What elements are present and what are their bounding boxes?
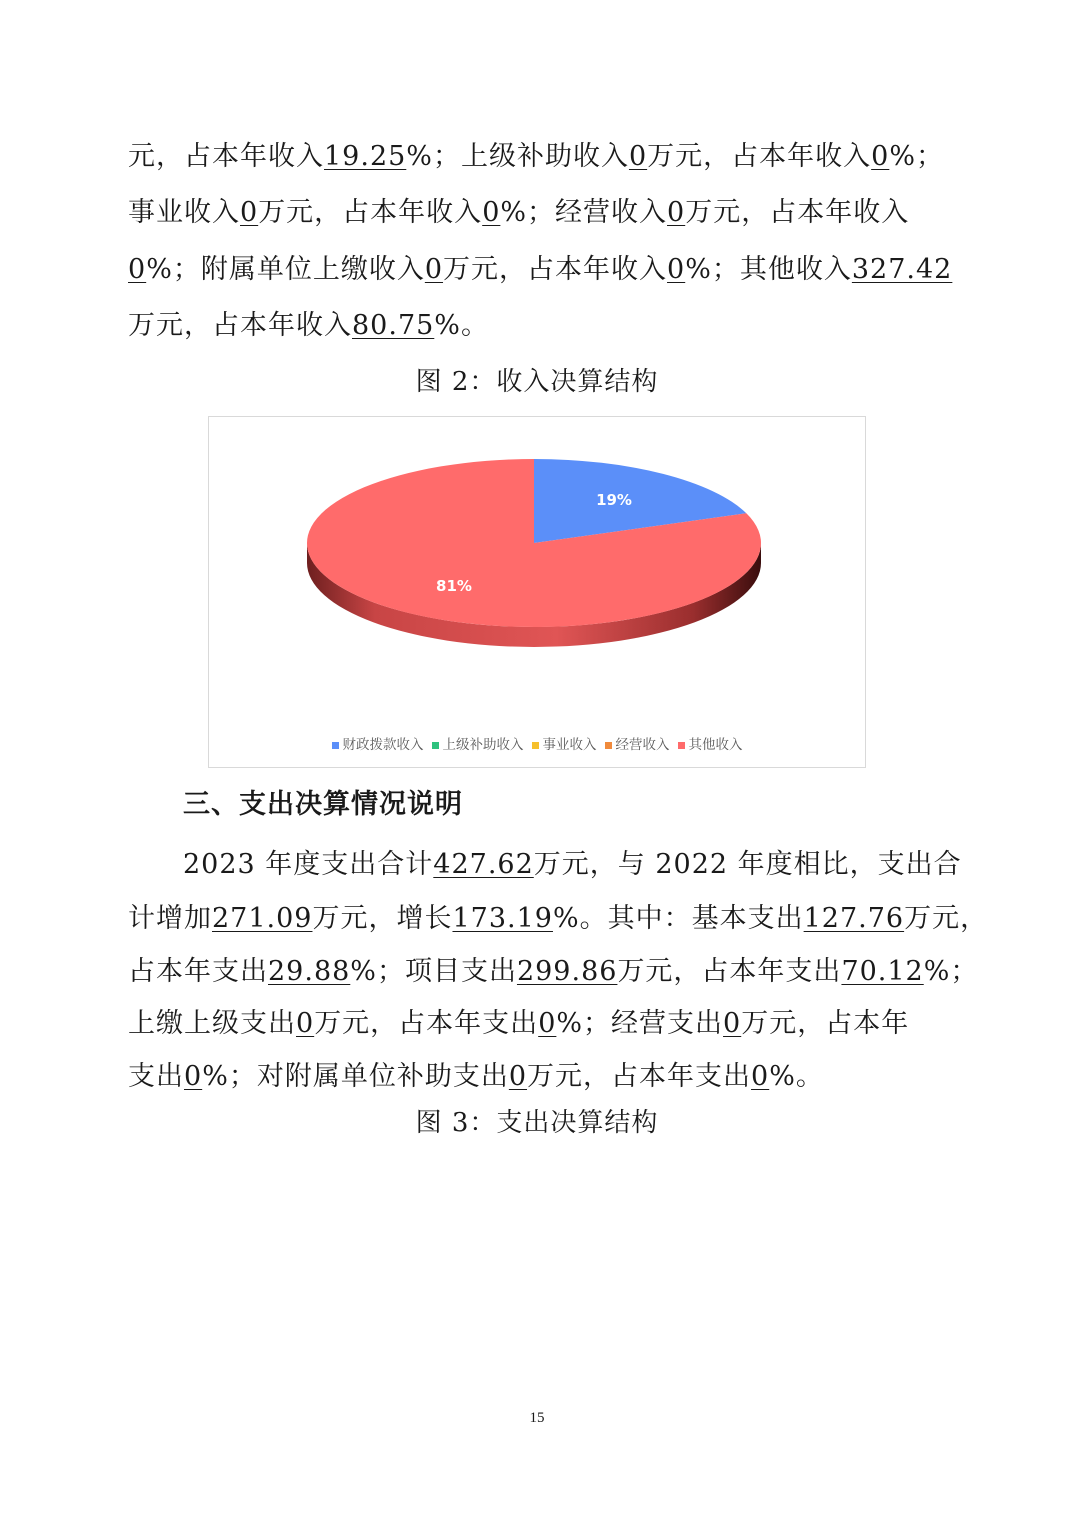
text: %；项目支出 — [350, 956, 517, 987]
income-paragraph-line-1 — [128, 138, 948, 176]
legend-swatch — [605, 742, 612, 749]
expense-paragraph-line-1 — [183, 846, 962, 884]
legend-item — [332, 733, 424, 753]
legend-label: 事业收入 — [542, 737, 597, 753]
legend-item — [605, 733, 670, 753]
legend-swatch — [532, 742, 539, 749]
text: 上缴上级支出 — [128, 1008, 296, 1039]
legend-label: 上级补助收入 — [442, 737, 524, 753]
project-expense-percent: 70.12 — [841, 956, 924, 987]
text: %。其中：基本支出 — [552, 903, 804, 934]
section-heading: 三、支出决算情况说明 — [183, 789, 463, 820]
text: 万元， — [904, 903, 989, 934]
page-number: 15 — [529, 1410, 545, 1426]
text: %；其他收入 — [685, 254, 852, 285]
income-paragraph-line-2 — [128, 194, 948, 232]
pie-slice-label: 19% — [596, 491, 632, 510]
figure-2-caption: 图 2：收入决算结构 — [415, 367, 659, 397]
text: 万元，与 2022 年度相比，支出合 — [533, 849, 962, 880]
income-structure-chart — [208, 416, 866, 768]
text: 万元，占本年支出 — [527, 1061, 752, 1092]
legend-swatch — [678, 742, 685, 749]
text: 万元，占本年收入 — [128, 310, 352, 341]
operating-expense-percent: 0 — [184, 1061, 203, 1092]
text: %；上级补助收入 — [406, 141, 629, 172]
expense-paragraph-line-5 — [128, 1058, 948, 1096]
text: %；经营收入 — [500, 197, 668, 228]
expense-paragraph-line-2 — [128, 900, 989, 938]
text: %； — [889, 141, 944, 172]
text: 万元，占本年 — [741, 1008, 910, 1039]
text: 万元，占本年收入 — [647, 141, 872, 172]
business-income-amount: 0 — [240, 197, 259, 228]
legend-item — [678, 733, 743, 753]
text: %；对附属单位补助支出 — [202, 1061, 509, 1092]
affiliated-subsidy-percent: 0 — [751, 1061, 770, 1092]
text: 万元，占本年收入 — [685, 197, 910, 228]
text: 万元，增长 — [312, 903, 453, 934]
basic-expense-percent: 29.88 — [268, 956, 351, 987]
expense-growth-percent: 173.19 — [452, 903, 553, 934]
fiscal-income-percent: 19.25 — [324, 141, 407, 172]
text: 万元，占本年收入 — [443, 254, 668, 285]
income-paragraph-line-3 — [128, 251, 953, 289]
project-expense-amount: 299.86 — [516, 956, 618, 987]
text: 占本年支出 — [128, 956, 268, 987]
text: 支出 — [128, 1061, 184, 1092]
legend-swatch — [332, 742, 339, 749]
operating-expense-amount: 0 — [723, 1008, 742, 1039]
legend-item — [532, 733, 597, 753]
affiliated-subsidy-amount: 0 — [508, 1061, 528, 1092]
legend-item — [432, 733, 524, 753]
text: %； — [923, 956, 979, 987]
other-income-amount: 327.42 — [851, 254, 953, 285]
basic-expense-amount: 127.76 — [803, 903, 905, 934]
business-income-percent: 0 — [482, 197, 501, 228]
pie-chart-svg — [209, 417, 865, 727]
other-income-percent: 80.75 — [352, 310, 435, 341]
text: %。 — [434, 310, 489, 341]
text: 计增加 — [128, 903, 212, 934]
text: %；经营支出 — [556, 1008, 724, 1039]
expense-paragraph-line-4 — [128, 1005, 948, 1043]
superior-subsidy-percent: 0 — [871, 141, 890, 172]
pie-slices — [307, 459, 761, 627]
text: 万元，占本年收入 — [258, 197, 483, 228]
legend-label: 财政拨款收入 — [342, 737, 424, 753]
expense-increase-amount: 271.09 — [212, 903, 313, 934]
chart-legend — [209, 733, 865, 753]
text: 万元，占本年支出 — [314, 1008, 539, 1039]
text: 事业收入 — [128, 197, 240, 228]
text: 2023 年度支出合计 — [183, 849, 434, 880]
affiliated-unit-percent: 0 — [667, 254, 686, 285]
superior-payment-amount: 0 — [296, 1008, 315, 1039]
legend-label: 经营收入 — [615, 737, 670, 753]
legend-swatch — [432, 742, 439, 749]
total-expense-amount: 427.62 — [433, 849, 534, 880]
pie-slice-label: 81% — [436, 576, 472, 595]
expense-paragraph-line-3 — [128, 953, 979, 991]
figure-3-caption: 图 3：支出决算结构 — [415, 1108, 659, 1138]
text: %。 — [769, 1061, 824, 1092]
superior-payment-percent: 0 — [538, 1008, 557, 1039]
income-paragraph-line-4 — [128, 307, 948, 345]
legend-label: 其他收入 — [688, 737, 743, 753]
text: 元，占本年收入 — [128, 141, 324, 172]
operating-income-percent: 0 — [128, 254, 147, 285]
superior-subsidy-amount: 0 — [628, 141, 648, 172]
affiliated-unit-amount: 0 — [424, 254, 444, 285]
text: 万元，占本年支出 — [617, 956, 842, 987]
operating-income-amount: 0 — [667, 197, 686, 228]
text: %；附属单位上缴收入 — [146, 254, 425, 285]
